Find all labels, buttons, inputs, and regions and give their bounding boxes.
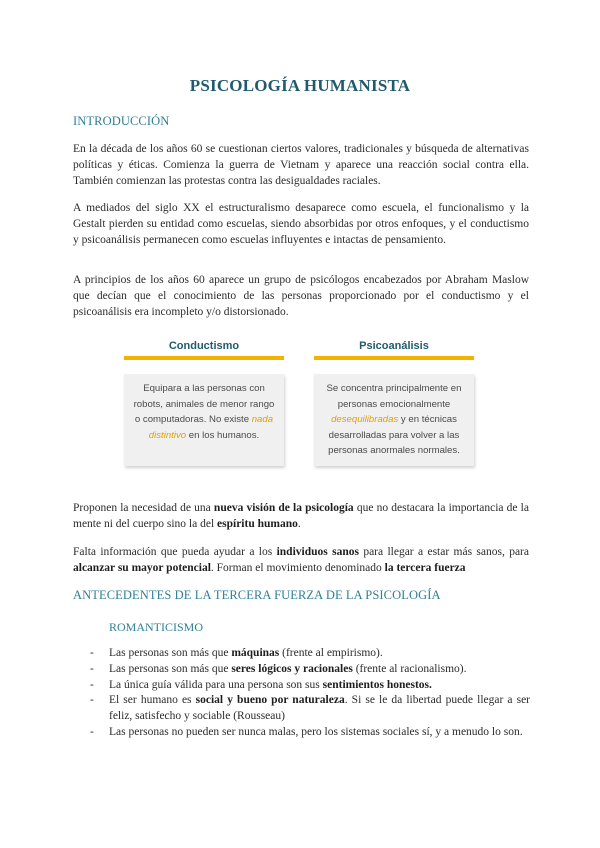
bullet-dash: - xyxy=(90,725,94,738)
card-text: en los humanos. xyxy=(186,429,260,441)
bullet-dash: - xyxy=(90,647,94,659)
page-title: PSICOLOGÍA HUMANISTA xyxy=(189,76,411,95)
text: Falta información que pueda ayudar a los xyxy=(73,546,277,558)
conductismo-card xyxy=(124,374,284,466)
text: El ser humano es xyxy=(109,694,196,707)
text: La única guía válida para una persona son sus xyxy=(109,678,323,691)
conductismo-heading: Conductismo xyxy=(124,338,284,360)
bold-text: nueva visión de la psicología xyxy=(213,502,354,514)
text: . Si se le da libertad puede llegar a ser feliz, satisfecho y sociable (Rousseau) xyxy=(109,694,531,723)
bullet-dash: - xyxy=(90,662,94,675)
text: Las personas son más que xyxy=(109,647,232,659)
text: . xyxy=(297,517,301,530)
list-item xyxy=(90,678,530,694)
text: Las personas son más que xyxy=(109,662,232,675)
text: que no destacara la importancia de la mente ni del cuerpo sino la del xyxy=(73,502,529,530)
card-highlight: desequilibradas xyxy=(331,414,399,425)
psicoanalisis-heading: Psicoanálisis xyxy=(314,338,474,360)
list-item xyxy=(90,725,530,741)
psicoanalisis-card xyxy=(314,374,474,466)
bold-text: seres lógicos y racionales xyxy=(231,662,353,675)
bold-text: individuos sanos xyxy=(276,546,359,558)
text: (frente al empirismo). xyxy=(279,647,383,659)
paragraph-5 xyxy=(73,545,529,577)
romanticismo-list xyxy=(90,646,530,741)
text: Las personas no pueden ser nunca malas, pero los sistemas sociales sí, y a menudo lo son. xyxy=(109,725,523,738)
card-highlight: nada distintivo xyxy=(148,414,274,441)
bullet-dash: - xyxy=(90,694,94,707)
antecedentes-heading: ANTECEDENTES DE LA TERCERA FUERZA DE LA PSICOLOGÍA xyxy=(73,588,441,602)
paragraph-3: A principios de los años 60 aparece un grupo de psicólogos encabezados por Abraham Maslow que decían que el conocimiento de las personas proporcionado por el conductismo y el psicoanálisis era incompleto y/o distorsionado. xyxy=(73,274,529,318)
card-text: y en técnicas desarrolladas para volver a las personas anormales normales. xyxy=(328,414,460,456)
paragraph-2: A mediados del siglo XX el estructuralismo desaparece como escuela, el funcionalismo y la Gestalt pierden su entidad como escuelas, siendo absorbidas por otros enfoques, y el conductismo y psicoanálisis permanecen como escuelas influyentes e intactas de pensamiento. xyxy=(73,202,529,246)
paragraph-4 xyxy=(73,501,529,533)
text: . Forman el movimiento denominado xyxy=(210,561,385,574)
bold-text: sentimientos honestos. xyxy=(322,678,432,691)
list-item xyxy=(90,693,530,725)
bold-text: la tercera fuerza xyxy=(384,561,466,574)
bullet-dash: - xyxy=(90,678,94,691)
bold-text: máquinas xyxy=(231,647,280,659)
bold-text: espíritu humano xyxy=(217,517,298,530)
list-item xyxy=(90,646,530,662)
text: para llegar a estar más sanos, para xyxy=(358,546,529,558)
romanticismo-heading: ROMANTICISMO xyxy=(109,620,204,634)
list-item xyxy=(90,662,530,678)
card-text: Equipara a las personas con robots, animales de menor rango o computadoras. No existe xyxy=(133,383,275,425)
intro-heading: INTRODUCCIÓN xyxy=(73,114,170,128)
text: Proponen la necesidad de una xyxy=(73,502,214,514)
bold-text: social y bueno por naturaleza xyxy=(195,694,345,707)
bold-text: alcanzar su mayor potencial xyxy=(73,561,211,574)
paragraph-1: En la década de los años 60 se cuestionan ciertos valores, tradicionales y búsqueda de alternativas políticas y éticas. Comienza la guerra de Vietnam y aparece una reacción social contra ella. También comienzan las protestas contra las desigualdades raciales. xyxy=(73,143,529,187)
text: (frente al racionalismo). xyxy=(352,662,467,675)
card-text: Se concentra principalmente en personas emocionalmente xyxy=(326,383,462,410)
